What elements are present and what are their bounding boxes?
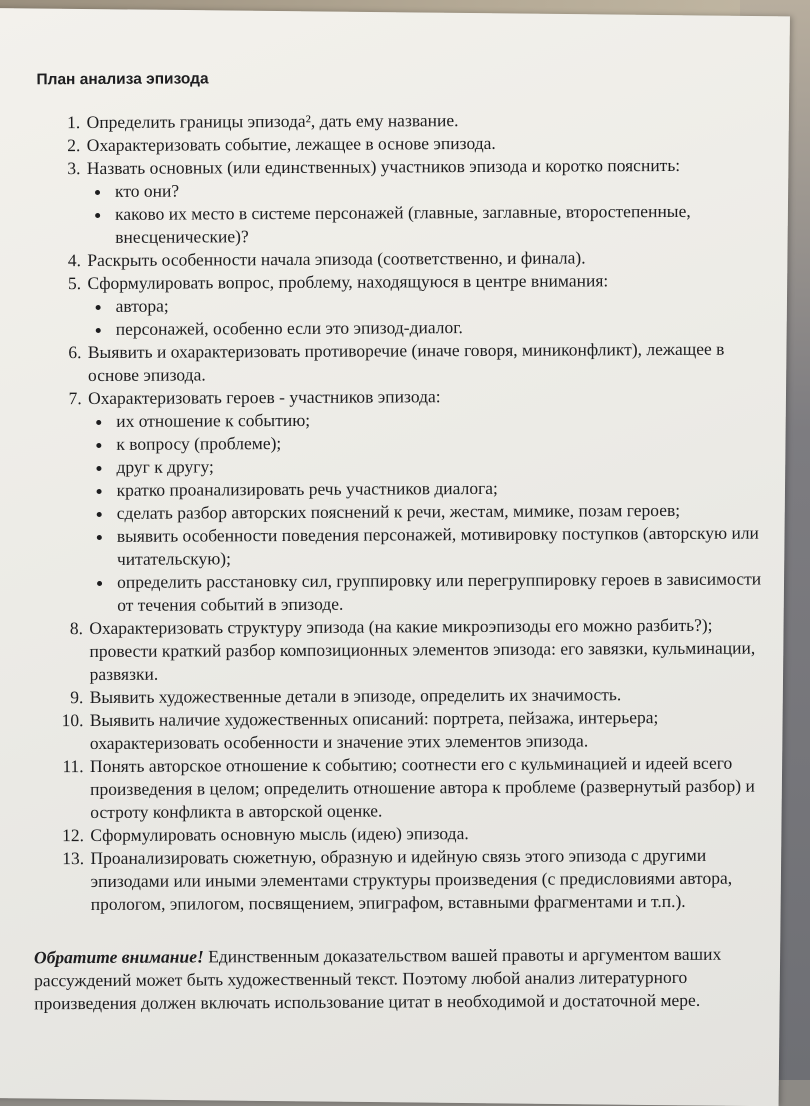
plan-item <box>85 268 765 341</box>
plan-subitem-list <box>88 291 766 341</box>
attention-text: Единственным доказательством вашей правоты и аргументом ваших рассуждений может быть художественный текст. Поэтому любой анализ литературного произведения должен включать использование цитат в необходимой и достаточной мере. <box>34 943 722 1014</box>
plan-subitem: • определить расстановку сил, группировку или перегруппировку героев в зависимости от течения событий в эпизоде. <box>114 567 767 616</box>
plan-item-text: Охарактеризовать событие, лежащее в основе эпизода. <box>86 132 496 156</box>
plan-item-text: Охарактеризовать структуру эпизода (на какие микроэпизоды его можно разбить?); провести краткий разбор композиционных элементов эпизода: его завязки, кульминации, развязки. <box>89 614 756 685</box>
plan-item-text: Охарактеризовать героев - участников эпизода: <box>88 386 441 409</box>
plan-item <box>85 153 765 249</box>
paper-sheet <box>0 8 790 1106</box>
plan-item <box>87 613 767 686</box>
plan-subitem: • кто они? <box>112 176 765 202</box>
plan-subitem: • каково их место в системе персонажей (главные, заглавные, второстепенные, внесценические)? <box>112 199 765 248</box>
plan-item-text: Раскрыть особенности начала эпизода (соответственно, и финала). <box>87 247 586 271</box>
plan-subitem: • сделать разбор авторских пояснений к речи, жестам, мимике, позам героев; <box>114 498 767 524</box>
plan-subitem-list <box>88 406 767 617</box>
analysis-plan-list <box>25 107 769 916</box>
plan-item <box>88 751 768 824</box>
plan-item-text: Сформулировать основную мысль (идею) эпизода. <box>90 823 469 846</box>
plan-item-text: Выявить художественные детали в эпизоде, определить их значимость. <box>89 684 622 708</box>
plan-item-text: Понять авторское отношение к событию; соотнести его с кульминацией и идеей всего произведения в целом; определить отношение автора к проблеме (развернутый разбор) и остроту конфликта в авторской оценке. <box>89 752 755 823</box>
plan-item-text: Сформулировать вопрос, проблему, находящуюся в центре внимания: <box>87 270 609 294</box>
plan-subitem: • кратко проанализировать речь участников диалога; <box>114 475 767 501</box>
document <box>24 64 769 1015</box>
plan-subitem: • автора; <box>113 291 766 317</box>
plan-item <box>88 843 768 916</box>
plan-item-text: Назвать основных (или единственных) участников эпизода и коротко пояснить: <box>86 154 681 179</box>
plan-subitem: • выявить особенности поведения персонажей, мотивировку поступков (авторскую или читательскую); <box>114 521 767 570</box>
plan-subitem: • к вопросу (проблеме); <box>113 429 766 455</box>
plan-item-text: Выявить наличие художественных описаний: портрета, пейзажа, интерьера; охарактеризовать особенности и значение этих элементов эпизода. <box>89 707 659 754</box>
plan-item <box>88 705 768 755</box>
plan-item <box>86 383 767 617</box>
plan-item-text: Выявить и охарактеризовать противоречие (иначе говоря, миниконфликт), лежащее в основе эпизода. <box>87 338 725 386</box>
plan-item-text: Проанализировать сюжетную, образную и идейную связь этого эпизода с другими эпизодами или иными элементами структуры произведения (с предисловиями автора, прологом, эпилогом, посвящением, эпиграфом, вставными фрагментами и т.п.). <box>90 844 733 915</box>
attention-emphasis: Обратите внимание! <box>33 946 204 968</box>
plan-subitem: • друг к другу; <box>113 452 766 478</box>
document-title: План анализа эпизода <box>36 70 209 89</box>
plan-item <box>86 337 766 387</box>
plan-item-text: Определить границы эпизода², дать ему название. <box>86 110 459 133</box>
plan-subitem-list <box>87 176 765 249</box>
plan-subitem: • персонажей, особенно если это эпизод-диалог. <box>113 314 766 340</box>
plan-subitem: • их отношение к событию; <box>113 406 766 432</box>
attention-note <box>34 942 769 1015</box>
